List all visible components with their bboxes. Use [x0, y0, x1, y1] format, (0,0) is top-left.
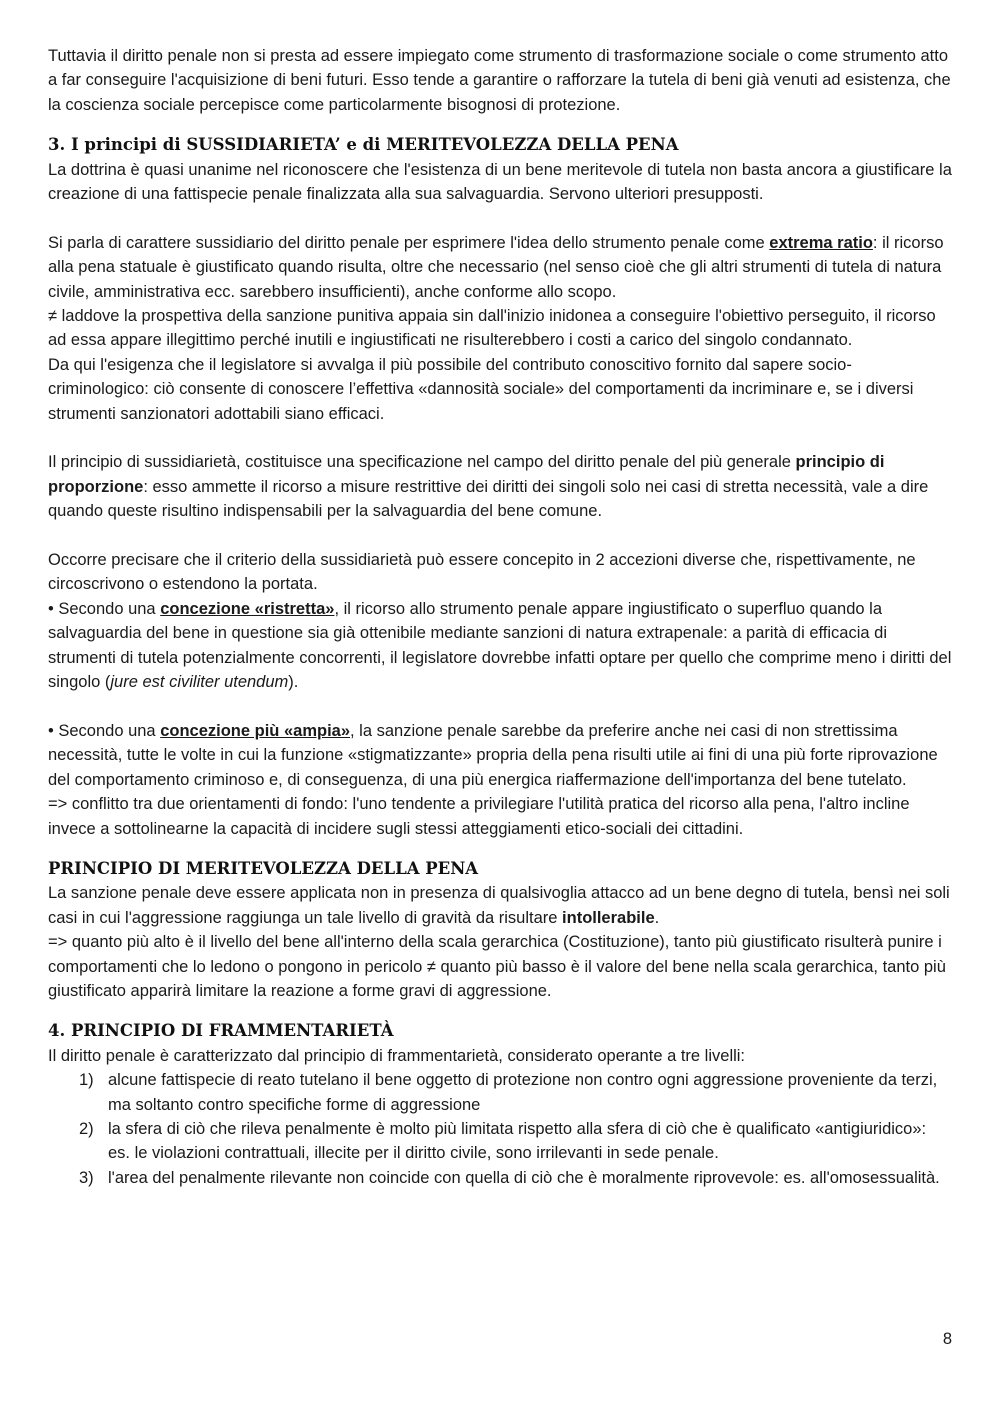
list-item-text: la sfera di ciò che rileva penalmente è molto più limitata rispetto alla sfera di ciò che è qualificato «antigiuridico»: es. le violazioni contrattuali, illecite per il diritto civile, sono irrilevanti in sede penale. — [108, 1120, 927, 1163]
text-run: La sanzione penale deve essere applicata non in presenza di qualsivoglia attacco ad un bene degno di tutela, bensì nei soli casi in cui l'aggressione raggiunga un tale livello di gravità da risultare — [48, 884, 950, 927]
sec3-paragraph-7: => conflitto tra due orientamenti di fondo: l'uno tendente a privilegiare l'utilità pratica del ricorso alla pena, l'altro incline invece a sottolinearne la capacità di incidere sugli stessi atteggiamenti etico-sociali dei cittadini. — [48, 795, 910, 838]
sec4-paragraph-1: Il diritto penale è caratterizzato dal principio di frammentarietà, considerato operante a tre livelli: — [48, 1046, 746, 1065]
list-item — [48, 1166, 952, 1190]
page-number: 8 — [942, 1330, 952, 1348]
text-run: • Secondo una — [48, 721, 161, 740]
list-item-text: alcune fattispecie di reato tutelano il bene oggetto di protezione non contro ogni aggressione proveniente da terzi, ma soltanto contro specifiche forme di aggressione — [108, 1071, 938, 1114]
frammentarieta-list — [48, 1068, 952, 1190]
section-3-heading: 3. I principi di SUSSIDIARIETA’ e di MERITEVOLEZZA DELLA PENA — [48, 135, 679, 155]
sec3-paragraph-3: ≠ laddove la prospettiva della sanzione punitiva appaia sin dall'inizio inidonea a conseguire l'obiettivo perseguito, il ricorso ad essa appare illegittimo perché inutili e ingiustificati ne risulterebbero i costi a carico del singolo condannato. — [48, 307, 936, 350]
latin-phrase: jure est civiliter utendum — [110, 673, 289, 692]
sec3-paragraph-4: Da qui l'esigenza che il legislatore si avvalga il più possibile del contributo conoscitivo fornito dal sapere socio-criminologico: ciò consente di conoscere l’effettiva «dannosità sociale» del comportamenti da incriminare e, se i diversi strumenti sanzionatori adottabili siano efficaci. — [48, 355, 914, 423]
text-run: , la sanzione penale sarebbe da preferire anche nei casi di non strettissima necessità, tutte le volte in cui la funzione «stigmatizzante» propria della pena risulti utile ai fini di una più forte riprovazione del comportamento criminoso e, di conseguenza, di una più energica riaffermazione dell'importanza del bene tutelato. — [48, 721, 938, 789]
list-number: 3) — [79, 1168, 94, 1187]
term-concezione-ristretta: concezione «ristretta» — [160, 599, 335, 618]
list-item-text: l'area del penalmente rilevante non coincide con quella di ciò che è moralmente riprovevole: es. all'omosessualità. — [108, 1168, 940, 1187]
sec3-paragraph-1: La dottrina è quasi unanime nel riconoscere che l'esistenza di un bene meritevole di tutela non basta ancora a giustificare la creazione di una fattispecie penale finalizzata alla sua salvaguardia. Servono ulteriori presupposti. — [48, 160, 952, 204]
sec3-paragraph-2 — [48, 231, 952, 304]
term-concezione-ampia: concezione più «ampia» — [160, 721, 351, 740]
merit-paragraph-1 — [48, 881, 952, 930]
bullet-concezione-ampia — [48, 719, 952, 792]
merit-paragraph-2: => quanto più alto è il livello del bene all'interno della scala gerarchica (Costituzione), tanto più giustificato risulterà punire i comportamenti che lo ledono o pongono in pericolo ≠ quanto più basso è il valore del bene nella scala gerarchica, tanto più giustificato apparirà limitare la reazione a forme gravi di aggressione. — [48, 933, 946, 1000]
list-number: 1) — [79, 1071, 94, 1090]
sec3-paragraph-5 — [48, 450, 952, 523]
term-principio-proporzione: principio di proporzione — [48, 453, 885, 496]
text-run: • Secondo una — [48, 599, 161, 618]
document-page — [48, 44, 952, 1190]
text-run: Il principio di sussidiarietà, costituisce una specificazione nel campo del diritto penale del più generale — [48, 453, 796, 472]
list-item — [48, 1068, 952, 1117]
list-number: 2) — [79, 1120, 94, 1138]
text-run: : il ricorso alla pena statuale è giustificato quando risulta, oltre che necessario (nel senso cioè che gli altri strumenti di tutela di natura civile, amministrativa ecc. sarebbero insufficienti), anche conforme allo scopo. — [48, 233, 944, 301]
intro-paragraph: Tuttavia il diritto penale non si presta ad essere impiegato come strumento di trasformazione sociale o come strumento atto a far conseguire l'acquisizione di beni futuri. Esso tende a garantire o rafforzare la tutela di beni già venuti ad esistenza, che la coscienza sociale percepisce come particolarmente bisognosi di protezione. — [48, 47, 951, 114]
text-run: Si parla di carattere sussidiario del diritto penale per esprimere l'idea dello strumento penale come — [48, 233, 770, 252]
term-intollerabile: intollerabile — [562, 908, 655, 927]
list-item — [48, 1117, 952, 1166]
section-4-heading: 4. PRINCIPIO DI FRAMMENTARIETÀ — [48, 1021, 394, 1041]
merit-heading: PRINCIPIO DI MERITEVOLEZZA DELLA PENA — [48, 858, 479, 878]
text-run: , il ricorso allo strumento penale appare ingiustificato o superfluo quando la salvaguardia del bene in questione sia già ottenibile mediante sanzioni di natura extrapenale: a parità di efficacia di strumenti di tutela potenzialmente concorrenti, il legislatore dovrebbe infatti optare per quello che comprime meno i diritti del singolo ( — [48, 599, 952, 692]
text-run: ). — [288, 673, 299, 692]
text-run: . — [654, 908, 660, 927]
text-run: : esso ammette il ricorso a misure restrittive dei diritti dei singoli solo nei casi di stretta necessità, vale a dire quando queste risultino indispensabili per la salvaguardia del bene comune. — [48, 477, 929, 521]
sec3-paragraph-6: Occorre precisare che il criterio della sussidiarietà può essere concepito in 2 accezioni diverse che, rispettivamente, ne circoscrivono o estendono la portata. — [48, 551, 916, 594]
term-extrema-ratio: extrema ratio — [769, 233, 873, 252]
bullet-concezione-ristretta — [48, 597, 952, 695]
